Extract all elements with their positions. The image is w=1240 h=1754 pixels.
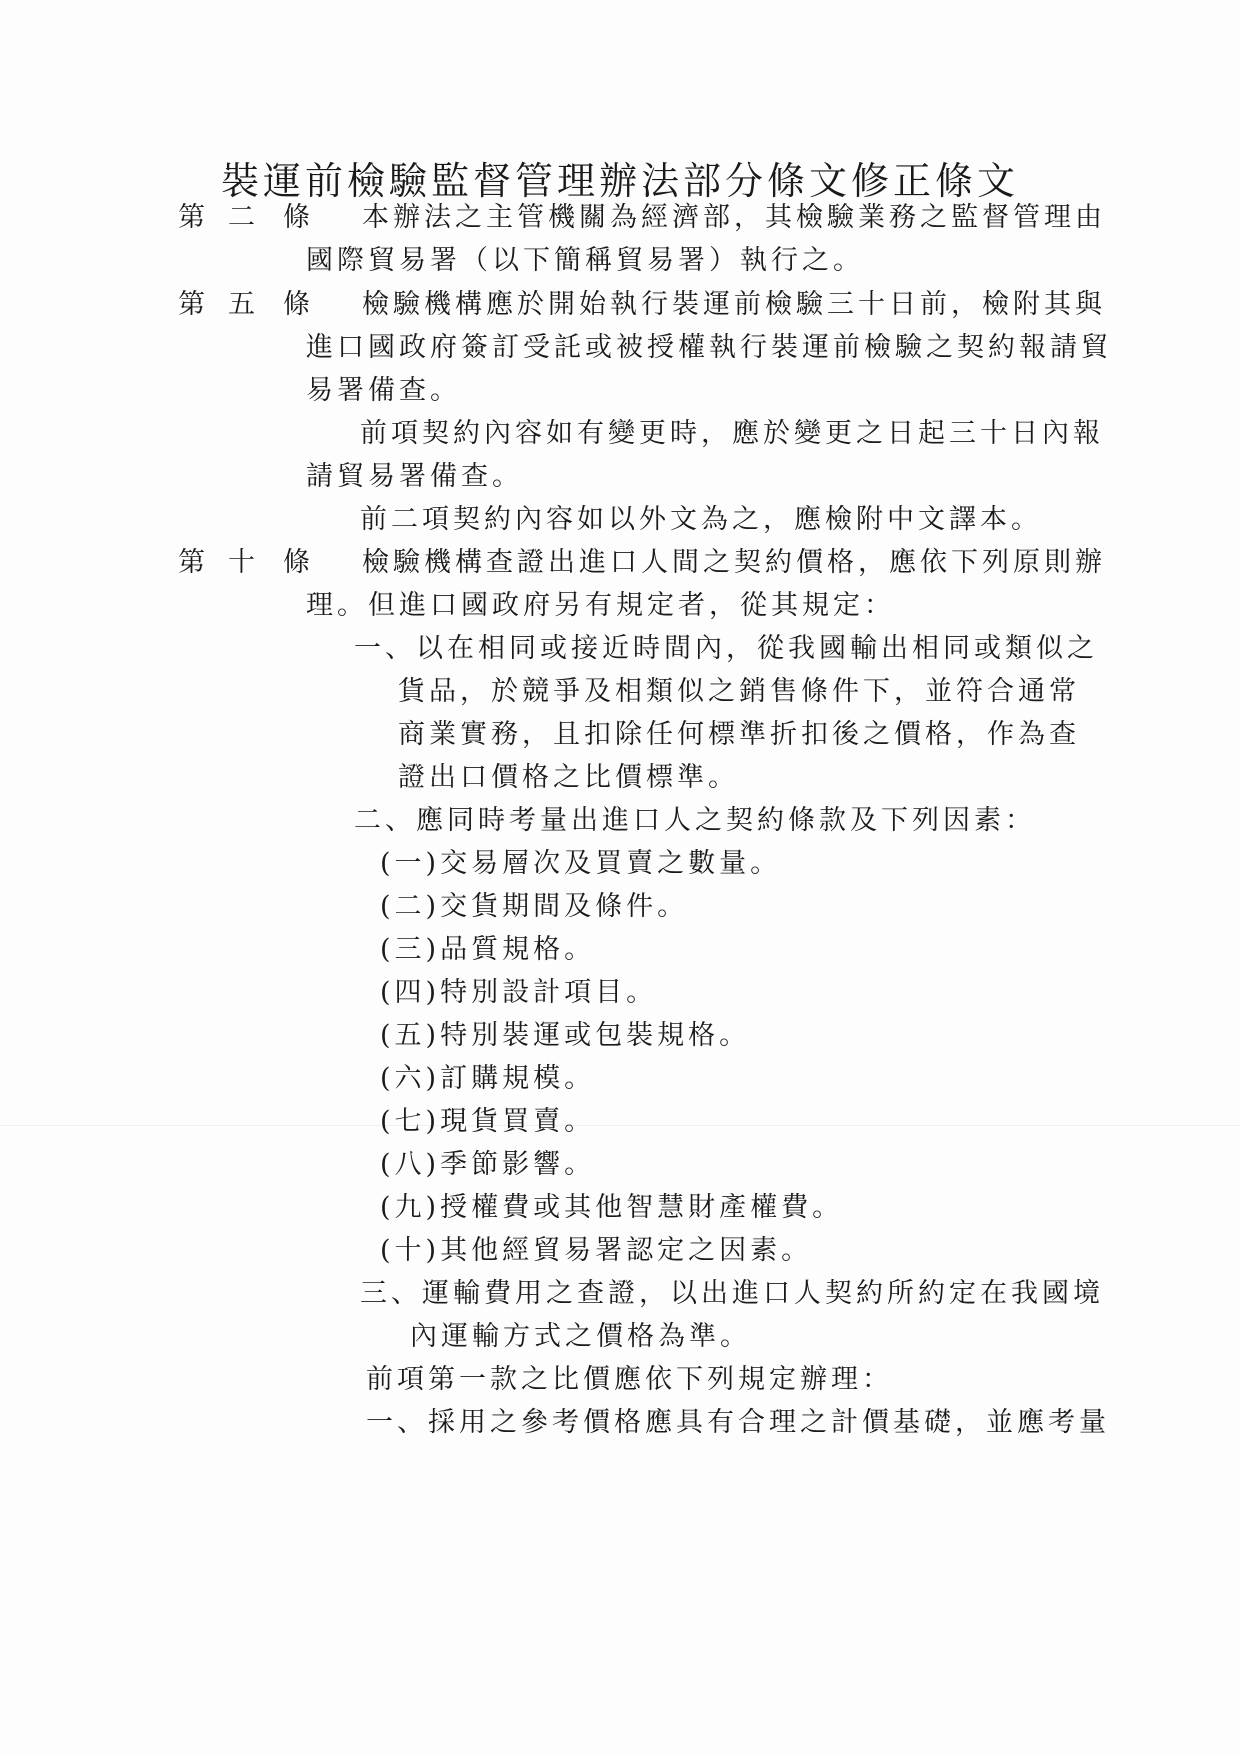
article-5-line-5: 請貿易署備查。 <box>306 461 523 492</box>
article-10-item-1-line-3: 商業實務，且扣除任何標準折扣後之價格，作為查 <box>398 719 1080 750</box>
article-10-subitem-1: (一)交易層次及買賣之數量。 <box>380 848 782 879</box>
article-5-line-2: 進口國政府簽訂受託或被授權執行裝運前檢驗之契約報請貿 <box>306 332 1112 363</box>
article-label-char: 第 <box>178 547 205 578</box>
article-label-char: 五 <box>228 289 255 320</box>
article-10-subitem-7: (七)現貨買賣。 <box>380 1106 596 1137</box>
article-label-char: 第 <box>178 202 205 233</box>
article-label-char: 條 <box>283 547 310 578</box>
article-10-item-1-line-4: 證出口價格之比價標準。 <box>398 762 739 793</box>
article-label-char: 條 <box>283 289 310 320</box>
article-10-subitem-4: (四)特別設計項目。 <box>380 977 658 1008</box>
article-5-line-6: 前二項契約內容如以外文為之，應檢附中文譯本。 <box>360 504 1042 535</box>
article-10-item-2: 二、應同時考量出進口人之契約條款及下列因素： <box>354 805 1036 836</box>
article-10-subitem-3: (三)品質規格。 <box>380 934 596 965</box>
article-label-char: 條 <box>283 202 310 233</box>
article-2-line-2: 國際貿易署（以下簡稱貿易署）執行之。 <box>306 245 864 276</box>
article-10-subitem-5: (五)特別裝運或包裝規格。 <box>380 1020 751 1051</box>
scan-artifact-line <box>0 1125 1240 1126</box>
article-2-line-1: 本辦法之主管機關為經濟部，其檢驗業務之監督管理由 <box>362 202 1106 233</box>
article-10-paragraph-2-item-1: 一、採用之參考價格應具有合理之計價基礎，並應考量 <box>366 1407 1110 1438</box>
article-5-line-4: 前項契約內容如有變更時，應於變更之日起三十日內報 <box>360 418 1104 449</box>
article-10-subitem-8: (八)季節影響。 <box>380 1149 596 1180</box>
document-title: 裝運前檢驗監督管理辦法部分條文修正條文 <box>220 159 1019 203</box>
article-label-char: 第 <box>178 289 205 320</box>
article-10-subitem-2: (二)交貨期間及條件。 <box>380 891 689 922</box>
article-10-item-1-line-1: 一、以在相同或接近時間內，從我國輸出相同或類似之 <box>354 633 1098 664</box>
article-10-item-1-line-2: 貨品，於競爭及相類似之銷售條件下，並符合通常 <box>398 676 1080 707</box>
article-10-item-3-line-2: 內運輸方式之價格為準。 <box>410 1321 751 1352</box>
article-10-item-3-line-1: 三、運輸費用之查證，以出進口人契約所約定在我國境 <box>360 1278 1104 1309</box>
article-10-paragraph-2: 前項第一款之比價應依下列規定辦理： <box>366 1364 893 1395</box>
article-5-line-1: 檢驗機構應於開始執行裝運前檢驗三十日前，檢附其與 <box>362 289 1106 320</box>
article-10-subitem-9: (九)授權費或其他智慧財產權費。 <box>380 1192 844 1223</box>
article-label-char: 二 <box>228 202 255 233</box>
article-label-char: 十 <box>228 547 255 578</box>
article-10-line-1: 檢驗機構查證出進口人間之契約價格，應依下列原則辦 <box>362 547 1106 578</box>
article-5-line-3: 易署備查。 <box>306 375 461 406</box>
article-10-line-2: 理。但進口國政府另有規定者，從其規定： <box>306 590 895 621</box>
article-10-subitem-6: (六)訂購規模。 <box>380 1063 596 1094</box>
article-10-subitem-10: (十)其他經貿易署認定之因素。 <box>380 1235 813 1266</box>
